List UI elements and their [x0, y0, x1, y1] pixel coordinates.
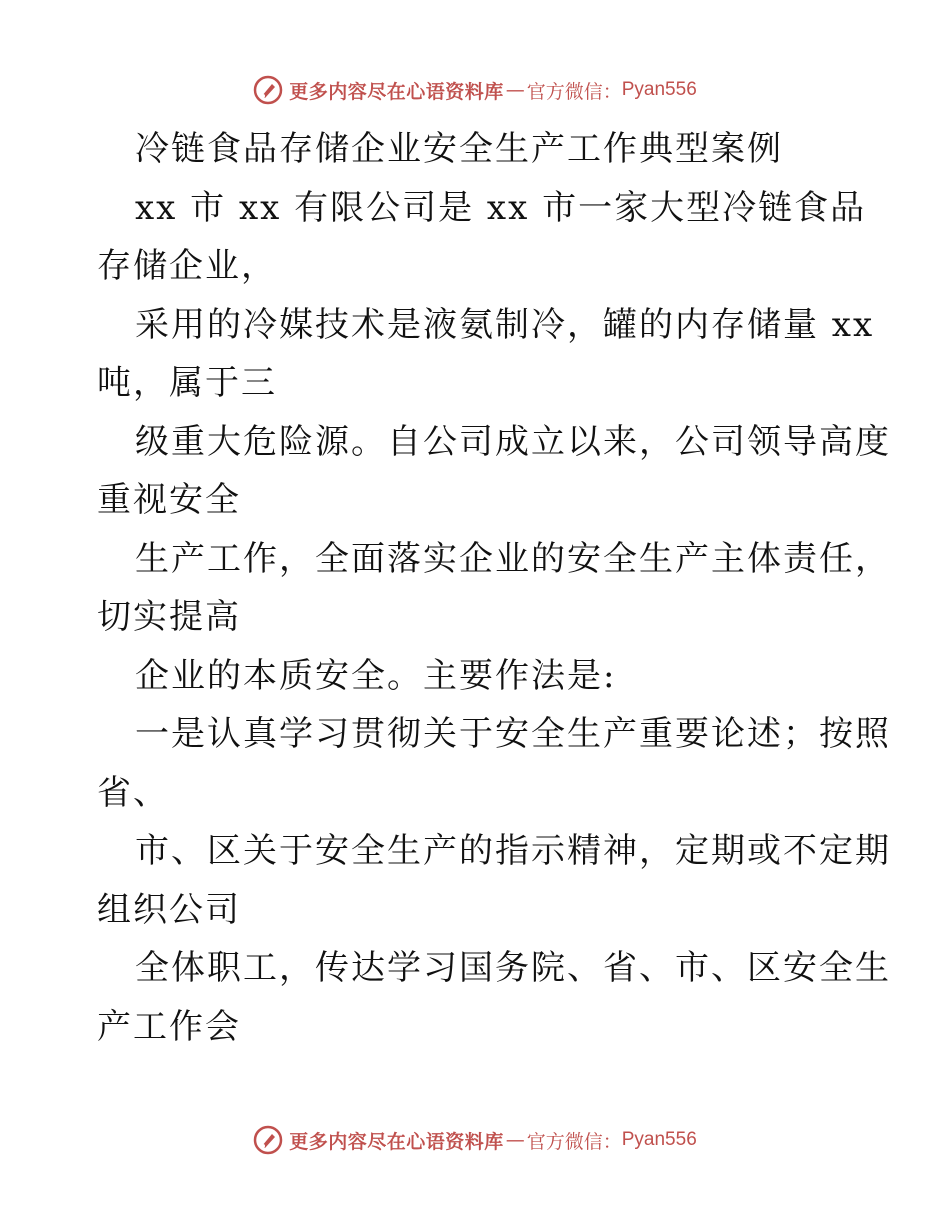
footer-watermark-banner — [0, 1120, 950, 1160]
paragraph-line: 存储企业， — [97, 246, 277, 286]
paragraph-line: 企业的本质安全。主要作法是: — [135, 655, 617, 696]
banner-wechat-label: 官方微信： — [526, 80, 622, 103]
banner-text: 更多内容尽在心语资料库 — [289, 1130, 504, 1153]
paragraph-line: 切实提高 — [97, 597, 241, 637]
paragraph-line: xx 市 xx 有限公司是 xx 市一家大型冷链食品 — [135, 187, 867, 228]
paragraph-line: 全体职工，传达学习国务院、省、市、区安全生 — [135, 948, 891, 988]
paragraph-line: 市、区关于安全生产的指示精神，定期或不定期 — [135, 831, 891, 871]
banner-text: 更多内容尽在心语资料库 — [289, 80, 504, 103]
paragraph-line: 生产工作，全面落实企业的安全生产主体责任， — [135, 538, 891, 579]
banner-wechat-label: 官方微信： — [526, 1130, 622, 1153]
paragraph-line: 省、 — [97, 772, 169, 813]
pen-nib-logo-icon — [253, 1125, 283, 1155]
banner-dash: — — [505, 79, 525, 101]
pen-nib-logo-icon — [253, 75, 283, 105]
document-title: 冷链食品存储企业安全生产工作典型案例 — [135, 129, 783, 169]
banner-wechat-id: Pyan556 — [621, 79, 697, 100]
paragraph-line: 采用的冷媒技术是液氨制冷，罐的内存储量 xx — [135, 304, 875, 345]
paragraph-line: 吨，属于三 — [97, 363, 277, 403]
paragraph-line: 重视安全 — [97, 480, 241, 520]
paragraph-line: 级重大危险源。自公司成立以来，公司领导高度 — [135, 421, 891, 462]
paragraph-line: 产工作会 — [97, 1006, 241, 1047]
banner-dash: — — [505, 1129, 525, 1151]
paragraph-line: 组织公司 — [97, 889, 241, 930]
paragraph-line: 一是认真学习贯彻关于安全生产重要论述；按照 — [135, 714, 891, 754]
header-watermark-banner — [0, 70, 950, 110]
document-body — [97, 120, 891, 1056]
banner-wechat-id: Pyan556 — [621, 1129, 697, 1150]
